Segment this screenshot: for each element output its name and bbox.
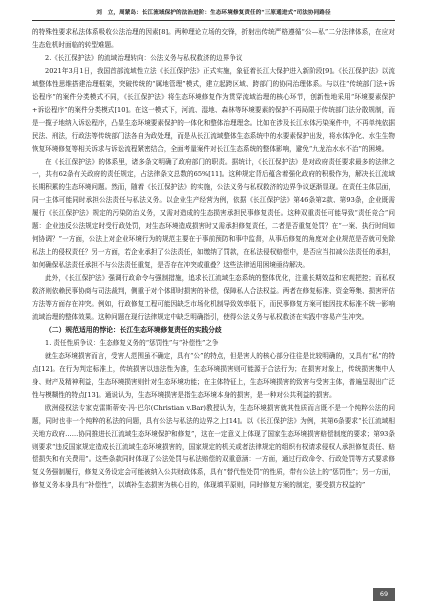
body-paragraph: 就生态环境损害而言，受害人范围虽不确定，具有“公”的特点，但是害人的核心部分往往是比较明确的，又具有“私”的特点[12]。在行为判定标准上，传统损害以违法性为准，生态环境损害则可能源于合法行为；在损害对象上，传统损害集中人身、财产及精神利益，生态环境损害则针对生态环境功能；在主体特征上，生态环境损害的致害与受害主体，普遍呈现出广泛性与模糊性的特点[13]。通说认为，生态环境损害是指生态环境本身的损害，是一种对公共利益的损害。 bbox=[32, 351, 395, 399]
header-divider bbox=[32, 20, 395, 21]
body-paragraph: 的特殊性要求私法体系吸收公法治理的因素[8]。两种理论立场的交锋，折射出传统严格遵循“公—私”二分法律体系，在应对生态危机时面临的转型难题。 bbox=[32, 28, 395, 49]
body-paragraph: 在《长江保护法》的体系里，诸多条文明确了政府部门的职责。据统计，《长江保护法》是对政府责任要求最多的法律之一，共有62条有关政府的责任规定，占法律条文总数的65%[11]。这种规定背后蕴含着强化政府的积极作为，解决长江流域长期积累的生态环境问题。然而，随着《长江保护法》的实施，公法义务与私权救济的边界争议逐渐显现。在责任主体层面，同一主体可能同时承担公法责任与私法义务。以企业生产经营为例，依据《长江保护法》第46条第2款、第93条，企业既需履行《长江保护法》规定的污染防治义务，又需对造成的生态损害承担民事修复责任。这种双重责任可能导致“责任竞合”问题：企业违反公法规定时受行政处罚，对生态环境造成损害时又需承担修复责任，二者是否重复处罚？在“一案、执行时间如何协调？”一方面，公法上对企业环境行为的规范主要在于事前预防和事中监督，从事后修复的角度对企业规范是否就可免除私法上的侵权责任？另一方面，若企业承担了公法责任，如缴纳了罚款，在私法侵权赔偿中，是否应当扣减公法责任的承担，如何确保私法责任承担不与公法责任重复，是否存在冲突或重叠？这些法律适用困境亟待解决。 bbox=[32, 157, 395, 270]
body-paragraph: 此外，《长江保护法》强调行政命令与强制措施，追求长江流域生态系统的整体优化，注重长期效益和宏观把控；而私权救济则依赖民事协商与司法裁判，侧重于对个体即时损害的补偿，保障私人合法权益。两者在修复标准、资金筹集、损害评估方法等方面存在冲突。例如，行政修复工程可能因缺乏市场化机制导致效率低下，而民事修复方案可能因技术标准不统一影响流域治理的整体效果。这种问题在现行法律规定中缺乏明确指引，使得公法义务与私权救济在实践中容易产生冲突。 bbox=[32, 274, 395, 321]
section-heading: （二）规范适用的悖论：长江生态环境修复责任的实践分歧 bbox=[45, 325, 222, 334]
article-body bbox=[32, 26, 395, 492]
body-paragraph: 2021年3月1日，我国首部流域性立法《长江保护法》正式实施，象征着长江大保护进入新阶段[9]。《长江保护法》以流域整体性思维搭建治理框架，突破传统的“属地管理”模式，建立起跨区域、跨部门的协同治理体系。与以往“传统部门法+诉讼程序”的案件分类模式不同，《长江保护法》将生态环境修复作为贯穿流域治理的核心环节，创新性地采用“环境要素保护+诉讼程序”的案件分类模式[10]。在这一模式下，河流、湿地、森林等环境要素的保护不再局限于传统部门法分散规制，而是一揽子地纳入诉讼程序，凸显生态环境要素保护的一体化和整体治理理念。比如在涉及长江水体污染案件中，不再单纯依据民法、刑法，行政法等传统部门法各自为政处理，而是从长江流域整体生态系统中的水要素保护出发，将水体净化、水生生物恢复环境修复等相关诉求与诉讼流程紧密结合，全面考量案件对长江生态系统的整体影响，避免“九龙治水水不治”的困境。 bbox=[32, 66, 395, 153]
running-header: 刘 立，周蒙岛：长江流域保护的法治进阶：生态环境修复责任的“三原通进式”司法协同路径 bbox=[96, 10, 331, 16]
subsection-heading: 2.《长江保护法》的流域治理转向：公法义务与私权救济的边界争议 bbox=[45, 53, 243, 62]
page-number: 69 bbox=[373, 588, 395, 601]
subsection-heading: 1. 责任性质争议：生态修复义务的“惩罚性”与“补偿性”之争 bbox=[45, 338, 219, 347]
body-paragraph: 欧洲侵权法专家克雷斯蒂安·冯·巴尔(Christian v.Bar)教授认为，生态环境损害就其性质而言既不是一个纯粹公法的问题，同时也非一个纯粹的私法的问题，具有公法与私法的边界之上[14]。以《长江保护法》为例，其第6条要求“长江流域相关地方政府……协同推进长江流域生态环境保护和修复”，这在一定意义上体现了国家生态环境损害赔偿制度的要求；第93条则要求“违反国家规定造成长江流域生态环境损害的，国家规定的机关或者法律规定的组织有权请求侵权人承担修复责任、赔偿损失和有关费用”。这些条款同时体现了公法处罚与私法赔偿的双重意涵：一方面，通过行政命令、行政处罚等方式要求修复义务强制履行，修复义务设定会可能被纳入公共财政体系，具有“替代性处罚”的性质，带有公法上的“惩罚性”；另一方面，修复义务本身具有“补偿性”，以填补生态损害为核心目的，体现填平原则，同时修复方案的制定，要受损方权益的” bbox=[32, 403, 395, 490]
